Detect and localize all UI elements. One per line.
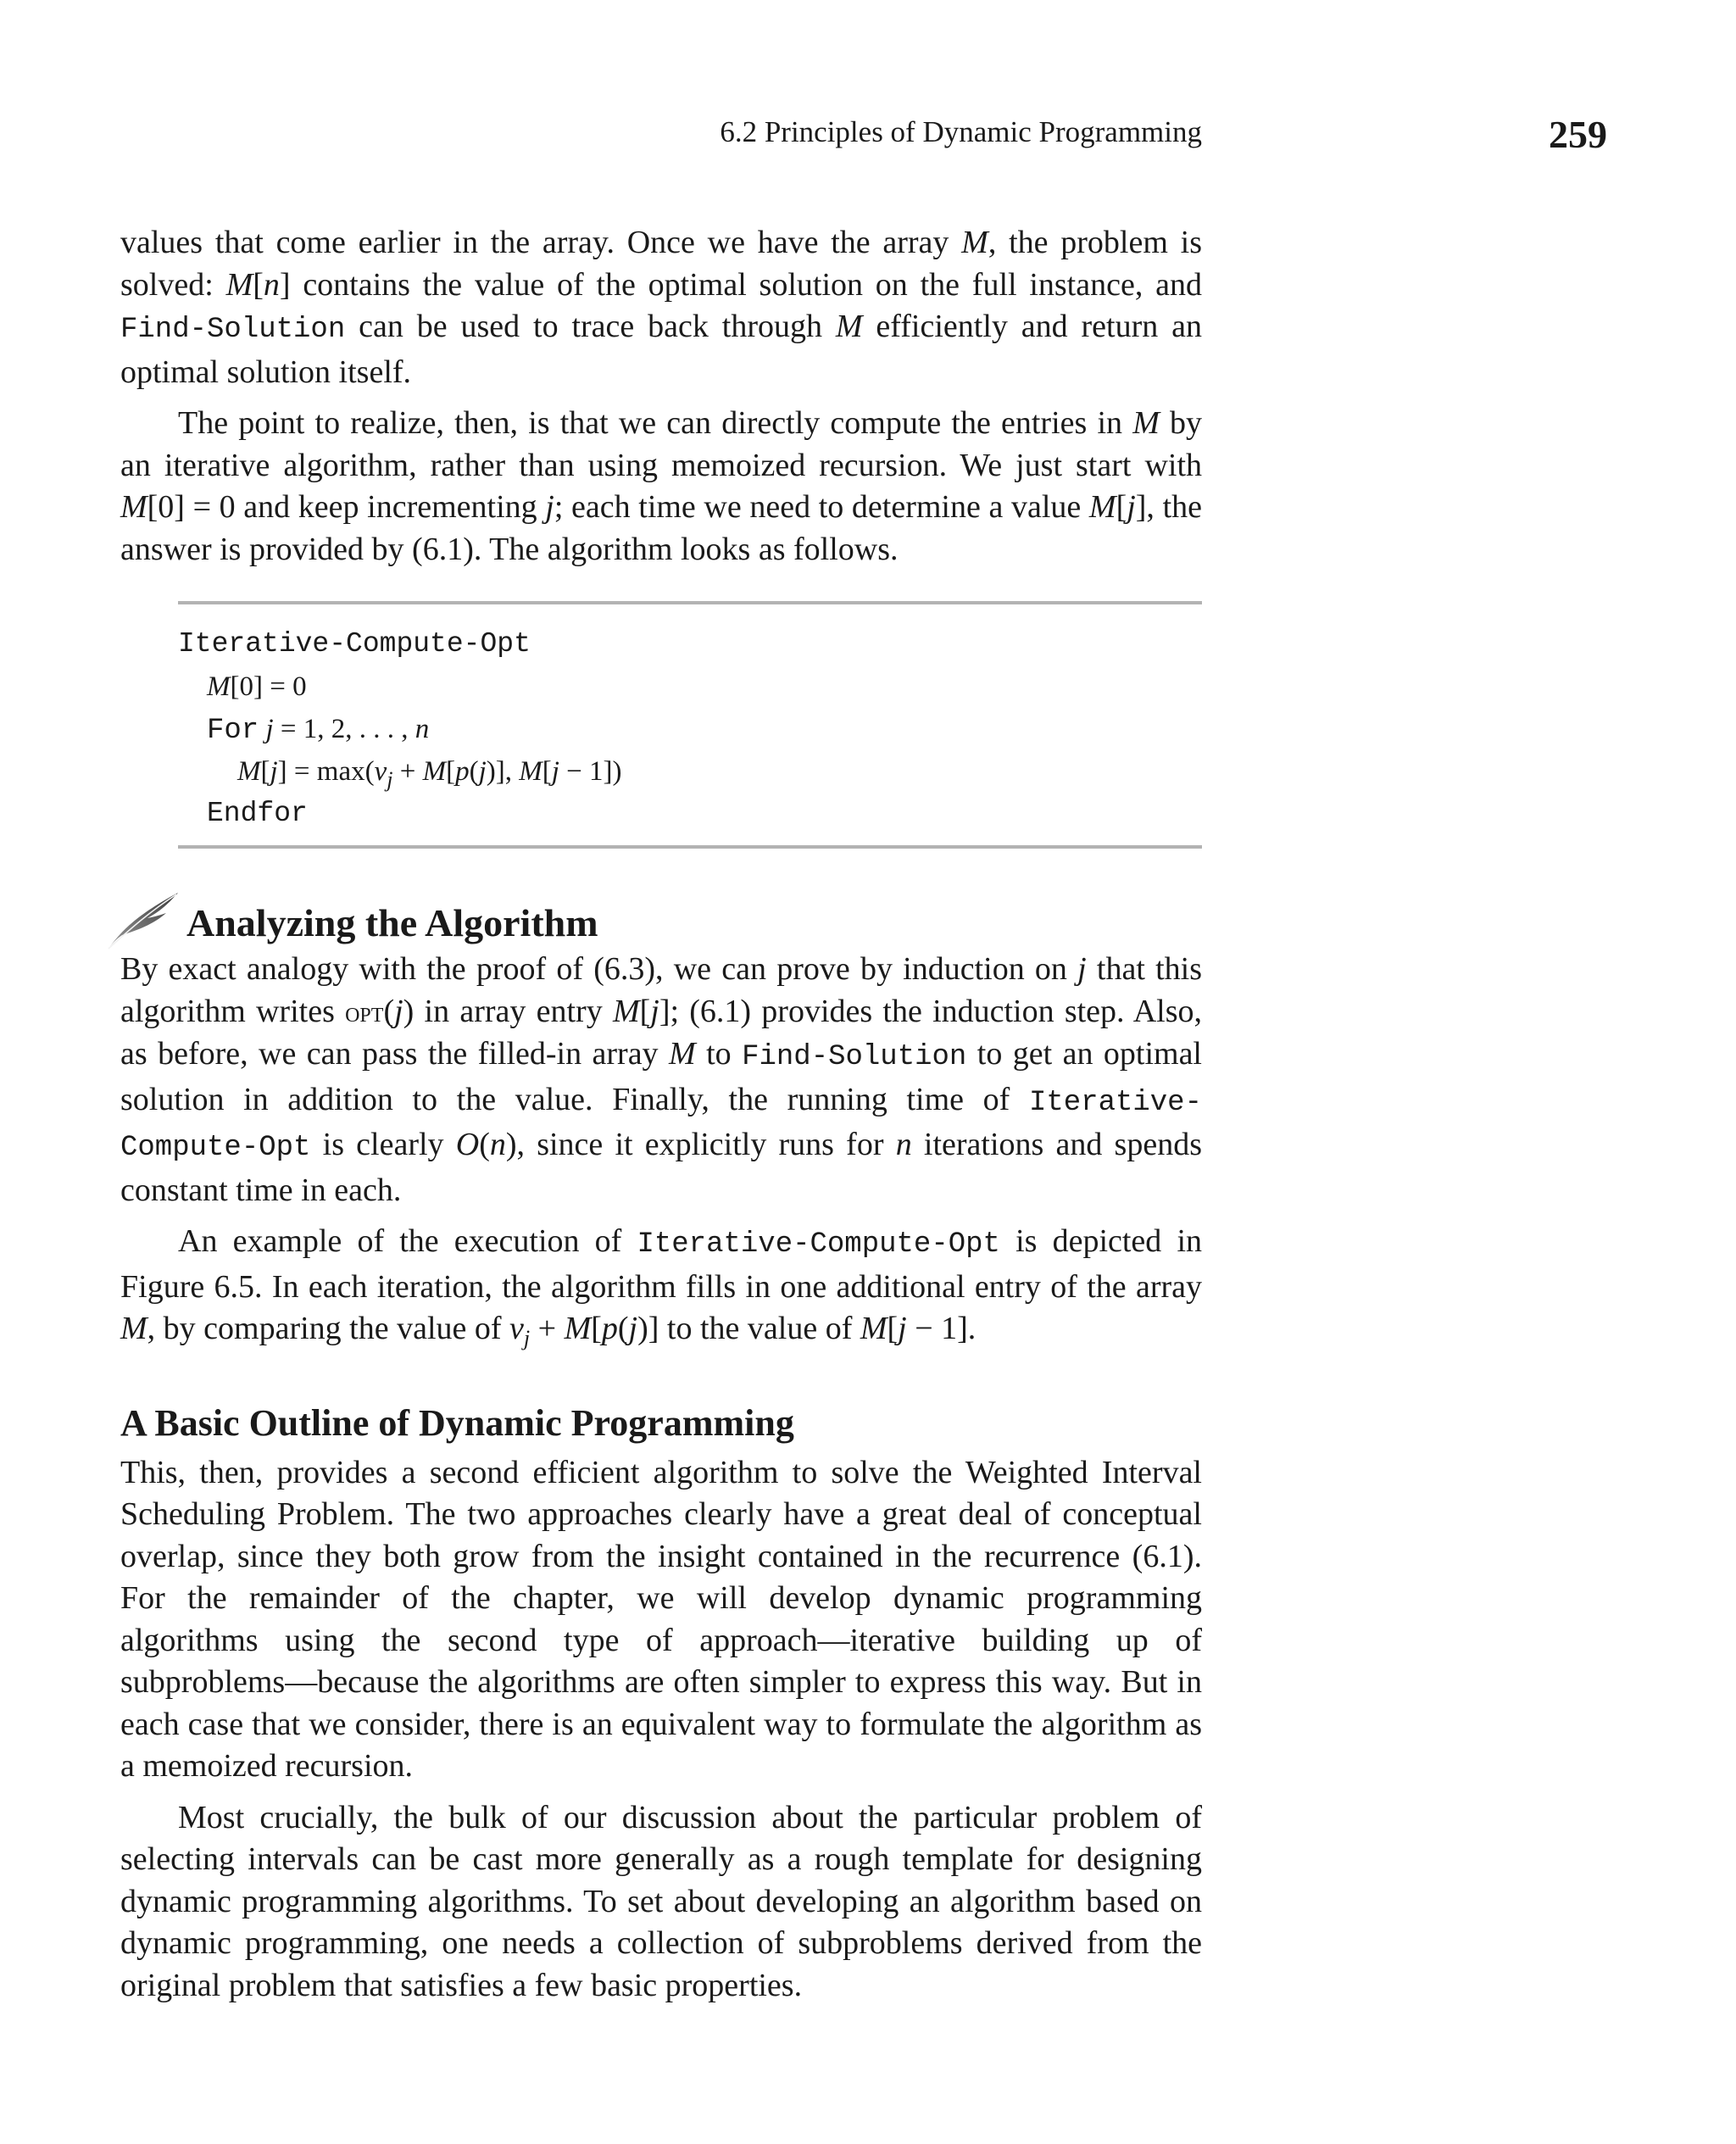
math-var: n xyxy=(895,1127,912,1162)
code-identifier: Iterative-Compute-Opt xyxy=(120,1086,1202,1164)
text-run: + xyxy=(530,1311,565,1346)
math-var: M xyxy=(1088,489,1116,525)
text-run: + xyxy=(392,756,423,787)
text-run: − 1]) xyxy=(559,756,622,787)
math-opt: opt xyxy=(345,996,384,1028)
math-var: v xyxy=(374,756,387,787)
text-run: iterations and spends constant time in each. xyxy=(120,1127,1202,1208)
math-var: v xyxy=(509,1311,524,1346)
math-var: j xyxy=(394,993,403,1029)
text-run: [ xyxy=(887,1311,899,1346)
text-run: [ xyxy=(591,1311,602,1346)
math-var: M xyxy=(519,756,542,787)
math-var: M xyxy=(120,1311,147,1346)
text-run: [ xyxy=(1116,489,1127,525)
code-identifier: Iterative-Compute-Opt xyxy=(637,1228,1000,1261)
subsection-title: A Basic Outline of Dynamic Programming xyxy=(120,1401,794,1444)
math-var: j xyxy=(650,993,659,1029)
paragraph-3 xyxy=(120,949,1202,1211)
text-run: [ xyxy=(639,993,651,1029)
text-run: The point to realize, then, is that we can directly compute the entries in xyxy=(178,405,1133,441)
text-run: [ xyxy=(260,756,270,787)
algorithm-line-3 xyxy=(178,750,1202,793)
paragraph-2 xyxy=(120,403,1202,571)
text-run: = 1, 2, . . . , xyxy=(273,714,415,744)
text-run: is depicted in Figure 6.5. In each iteration, the algorithm fills in one additional entry of the array xyxy=(120,1223,1202,1305)
text-run: , the problem is solved: xyxy=(120,225,1202,303)
text-run: values that come earlier in the array. Once we have the array xyxy=(120,225,962,260)
text-run: ( xyxy=(479,1127,490,1162)
text-run: [ xyxy=(253,266,264,303)
keyword-endfor: Endfor xyxy=(207,798,308,829)
text-column xyxy=(120,222,1202,2007)
math-var: j xyxy=(551,756,559,787)
math-var: M xyxy=(835,309,863,344)
paragraph-6: Most crucially, the bulk of our discussion about the particular problem of selecting intervals can be cast more generally as a rough template for designing dynamic programming algorithms. To set about developing an algorithm based on dynamic programming, one needs a collection of subproblems derived from the original problem that satisfies a few basic properties. xyxy=(120,1799,1202,2003)
math-var: M xyxy=(422,756,447,787)
text-run: efficiently and return an optimal solution itself. xyxy=(120,309,1202,390)
text-run: [0] = 0 and keep incrementing xyxy=(147,489,546,525)
code-identifier: Find-Solution xyxy=(120,314,346,346)
text-run: By exact analogy with the proof of (6.3), we can prove by induction on xyxy=(120,951,1078,987)
math-var: M xyxy=(564,1311,592,1346)
algorithm-line-1 xyxy=(178,665,1202,708)
algorithm-box xyxy=(178,601,1202,849)
math-subscript: j xyxy=(523,1326,531,1350)
section-heading-analyzing xyxy=(120,898,1202,949)
math-var: j xyxy=(628,1311,638,1346)
paragraph-4 xyxy=(120,1221,1202,1350)
text-run: ( xyxy=(617,1311,629,1346)
math-var: M xyxy=(612,993,640,1029)
math-var: j xyxy=(478,756,487,787)
math-var: n xyxy=(489,1127,506,1162)
keyword-for: For xyxy=(207,715,259,747)
math-var: M xyxy=(669,1036,696,1072)
math-var: M xyxy=(1132,405,1160,441)
math-var: j xyxy=(265,714,274,744)
page-number: 259 xyxy=(1549,113,1607,156)
math-var: M xyxy=(207,671,231,702)
text-run: to xyxy=(695,1036,743,1072)
running-head: 6.2 Principles of Dynamic Programming xyxy=(720,115,1202,148)
text-run: An example of the execution of xyxy=(178,1223,637,1259)
text-run: ) in array entry xyxy=(403,993,613,1029)
text-run: )] to the value of xyxy=(637,1311,860,1346)
text-run: )], xyxy=(486,756,520,787)
text-run: ]; (6.1) provides the induction step. Also, as before, we can pass the filled-in array xyxy=(120,993,1202,1072)
text-run: to get an optimal solution in addition to the value. Finally, the running time of xyxy=(120,1036,1202,1117)
text-run: ), since it explicitly runs for xyxy=(505,1127,896,1162)
math-var: j xyxy=(545,489,554,525)
text-run: is clearly xyxy=(310,1127,456,1162)
section-title: Analyzing the Algorithm xyxy=(186,901,598,944)
text-run: [0] = 0 xyxy=(230,671,307,702)
text-run: [ xyxy=(446,756,456,787)
paragraph-1 xyxy=(120,222,1202,393)
text-run: can be used to trace back through xyxy=(345,309,836,344)
math-subscript: j xyxy=(387,767,393,792)
paragraph-5: This, then, provides a second efficient algorithm to solve the Weighted Interval Scheduling Problem. The two approaches clearly have a great deal of conceptual overlap, since they both grow from the insight contained in the recurrence (6.1). For the remainder of the chapter, we will develop dynamic programming algorithms using the second type of approach—iterative building up of subproblems—because the algorithms are often simpler to express this way. But in each case that we consider, there is an equivalent way to formulate the algorithm as a memoized recursion. xyxy=(120,1454,1202,1784)
code-identifier: Find-Solution xyxy=(742,1041,967,1073)
math-var: M xyxy=(225,266,253,303)
text-run: [ xyxy=(542,756,552,787)
text-run: by an iterative algorithm, rather than using memoized recursion. We just start with xyxy=(120,405,1203,483)
text-run: that this algorithm writes xyxy=(120,951,1202,1029)
math-var: p xyxy=(601,1311,618,1346)
math-var: n xyxy=(263,266,280,303)
text-run: − 1]. xyxy=(906,1311,976,1346)
math-var: O xyxy=(455,1127,480,1162)
math-var: j xyxy=(1127,489,1136,525)
math-var: j xyxy=(898,1311,907,1346)
math-var: j xyxy=(1077,951,1087,987)
algorithm-line-2 xyxy=(178,708,1202,750)
math-var: M xyxy=(961,225,988,260)
text-run: ( xyxy=(383,993,395,1029)
text-run: ] contains the value of the optimal solution on the full instance, and xyxy=(279,266,1202,303)
text-run: ( xyxy=(469,756,479,787)
math-var: M xyxy=(120,489,147,525)
quill-icon xyxy=(103,886,181,954)
text-run: , by comparing the value of xyxy=(147,1311,510,1346)
math-var: M xyxy=(860,1311,887,1346)
text-run: ] = max( xyxy=(277,756,375,787)
text-run: ], the answer is provided by (6.1). The algorithm looks as follows. xyxy=(120,489,1202,567)
math-var: n xyxy=(415,714,430,744)
math-var: p xyxy=(455,756,470,787)
math-var: j xyxy=(270,756,278,787)
math-var: M xyxy=(237,756,261,787)
text-run: ; each time we need to determine a value xyxy=(554,489,1089,525)
algorithm-name: Iterative-Compute-Opt xyxy=(178,628,531,660)
